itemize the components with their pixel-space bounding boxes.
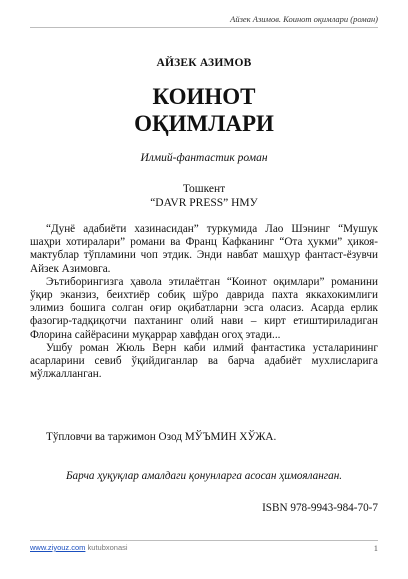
- publication-city: Тошкент: [182, 183, 226, 195]
- page-number: 1: [373, 543, 378, 553]
- annotation-paragraph: Ушбу роман Жюль Верн каби илмий фантастика усталарининг асарларини севиб ўқийдиганлар ва барча адабиёт мухлисларига мўлжалланган.: [30, 341, 378, 381]
- page-footer: [30, 540, 378, 552]
- genre-subtitle: Илмий-фантастик роман: [140, 152, 268, 164]
- running-header: Айзек Азимов. Коинот оқимлари (роман): [30, 14, 378, 28]
- book-title-line-1: КОИНОТ: [152, 84, 256, 109]
- annotation-paragraph: “Дунё адабиёти хазинасидан” туркумида Лао Шэнинг “Мушук шаҳри хотиралари” романи ва Франц Кафканинг “Ота ҳукми” ҳикоя-мактублар тўпламини чоп этдик. Энди навбат машҳур фантаст-ёзувчи Айзек Азимовга.: [30, 223, 378, 275]
- book-title-line-2: ОҚИМЛАРИ: [134, 111, 274, 136]
- rights-notice: Барча ҳуқуқлар амалдаги қонунларга асосан ҳимояланган.: [65, 470, 343, 482]
- publisher-name: “DAVR PRESS” НМУ: [150, 197, 258, 209]
- annotation-paragraph: Эътиборингизга ҳавола этилаётган “Коинот оқимлари” романини ўқир эканзиз, беихтиёр собиқ шўро даврида пахта яккахокимлиги элимиз бошига солган оғир оқибатларни эсга оласиз. Асарда ерлик фазогир-тадқиқотчи пахтанинг олий нави – кирт етиштириладиган Флорина сайёрасини муқаррар хавфдан огоҳ этади...: [30, 275, 378, 341]
- footer-library-label: kutubxonasi: [85, 543, 128, 552]
- isbn: ISBN 978-9943-984-70-7: [262, 502, 378, 514]
- annotation-text: [30, 223, 378, 381]
- footer-site-link[interactable]: www.ziyouz.com: [30, 543, 86, 552]
- book-title: [0, 83, 408, 137]
- translator-credit: Тўпловчи ва таржимон Озод МЎЪМИН ХЎЖА.: [46, 431, 277, 443]
- author-name: АЙЗЕК АЗИМОВ: [156, 57, 252, 69]
